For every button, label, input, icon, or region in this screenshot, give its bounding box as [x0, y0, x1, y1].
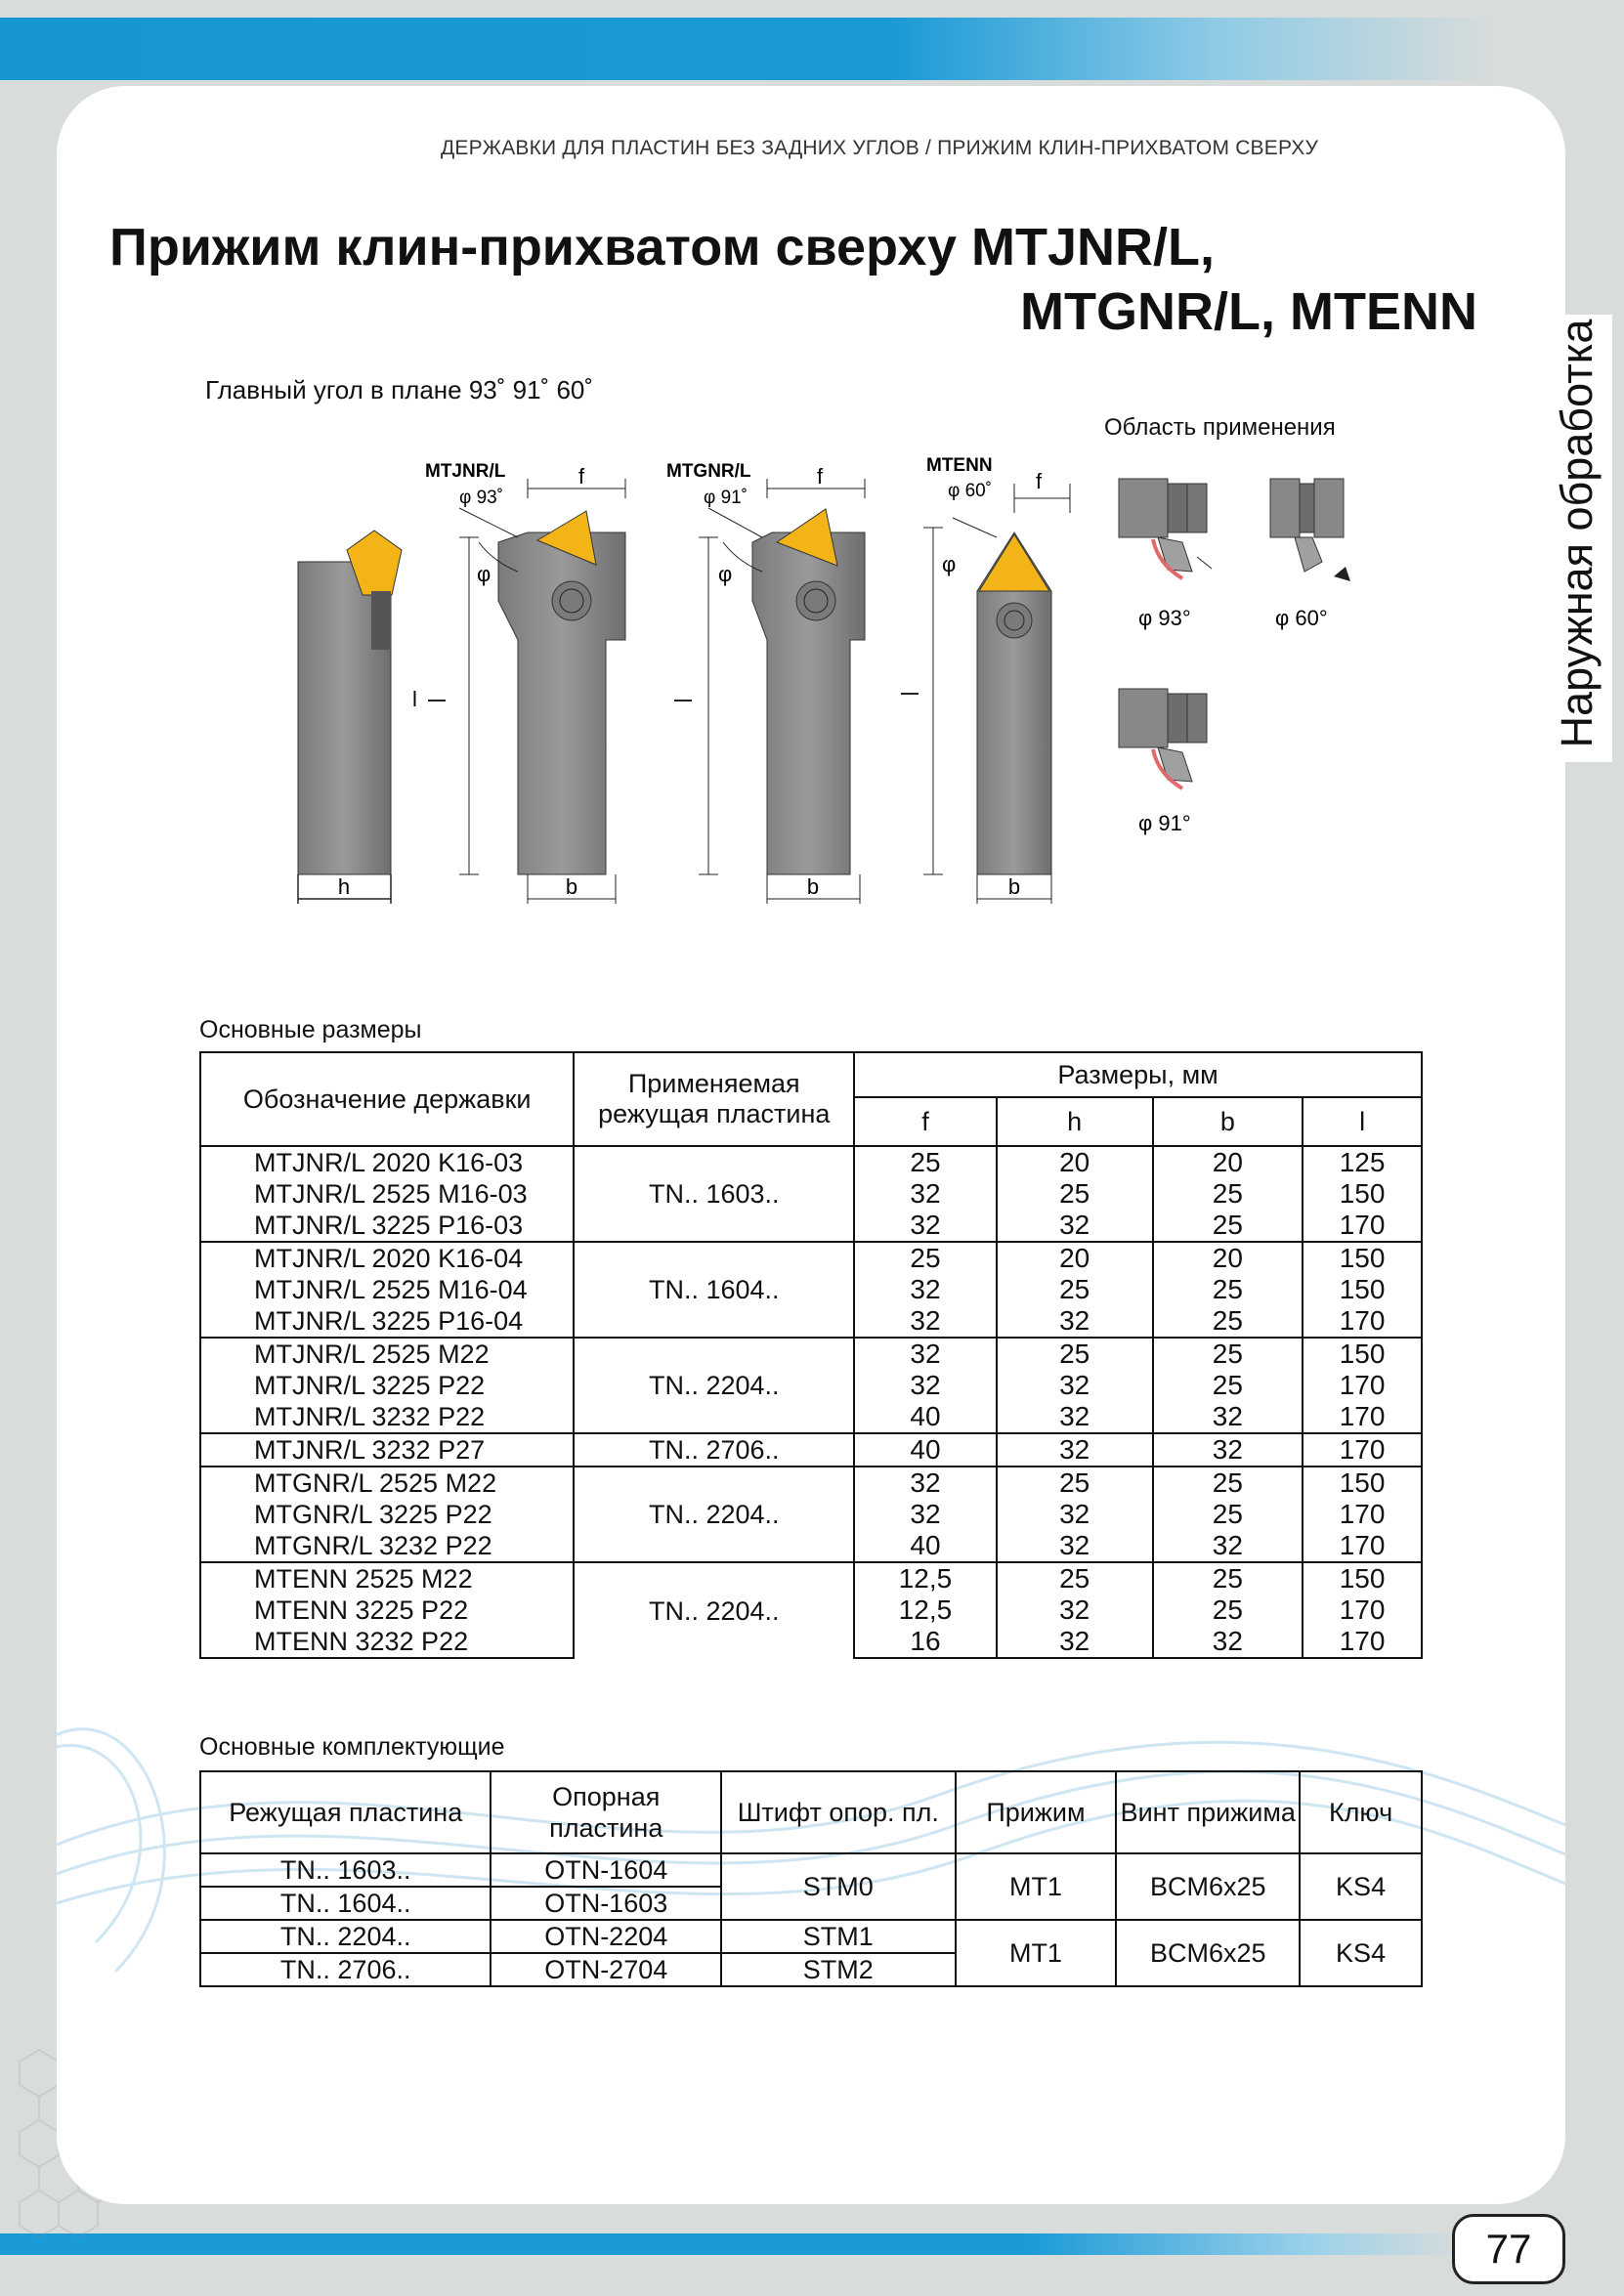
table-cell: TN.. 2706..	[200, 1953, 491, 1986]
tool-mtgnr	[666, 461, 865, 904]
table-cell: 20	[997, 1146, 1153, 1178]
table-cell: 150	[1303, 1242, 1422, 1274]
table-cell: 25	[1153, 1370, 1303, 1401]
table-cell: MTJNR/L 2525 M16-03	[200, 1178, 574, 1210]
tool-name: MTJNR/L	[425, 461, 506, 482]
table-cell: 32	[854, 1338, 997, 1370]
col-clamp: Прижим	[956, 1771, 1117, 1853]
col-l: l	[1303, 1097, 1422, 1146]
table-cell: 150	[1303, 1274, 1422, 1305]
col-b: b	[1153, 1097, 1303, 1146]
table-cell: 170	[1303, 1626, 1422, 1658]
side-tab-label: Наружная обработка	[1552, 319, 1602, 748]
table-cell: 25	[1153, 1499, 1303, 1530]
app-60-label: φ 60°	[1275, 606, 1328, 630]
parts-section-title: Основные комплектующие	[199, 1733, 505, 1761]
col-sizes: Размеры, мм	[854, 1052, 1422, 1097]
table-cell: 32	[997, 1530, 1153, 1562]
table-cell: 150	[1303, 1178, 1422, 1210]
table-cell: 32	[854, 1305, 997, 1338]
table-cell: 32	[997, 1626, 1153, 1658]
table-cell: OTN-2204	[491, 1920, 721, 1953]
breadcrumb: ДЕРЖАВКИ ДЛЯ ПЛАСТИН БЕЗ ЗАДНИХ УГЛОВ / ПРИЖИМ КЛИН-ПРИХВАТОМ СВЕРХУ	[441, 137, 1318, 159]
page-number: 77	[1452, 2214, 1565, 2284]
table-cell: 32	[1153, 1626, 1303, 1658]
dim-l-label: l	[412, 687, 417, 711]
table-row	[200, 1146, 1422, 1178]
tool-name: MTGNR/L	[666, 461, 751, 482]
table-cell: 32	[1153, 1401, 1303, 1433]
table-cell: 25	[1153, 1178, 1303, 1210]
table-cell: 170	[1303, 1370, 1422, 1401]
dim-b-label: b	[565, 874, 578, 899]
table-cell: OTN-1603	[491, 1887, 721, 1920]
tool-angle: φ 60˚	[948, 481, 993, 501]
table-cell: 25	[1153, 1305, 1303, 1338]
table-cell: 25	[997, 1274, 1153, 1305]
table-cell: 150	[1303, 1338, 1422, 1370]
table-cell: 170	[1303, 1594, 1422, 1626]
table-cell: 32	[997, 1370, 1153, 1401]
insert-group-cell: TN.. 2204..	[574, 1467, 854, 1562]
table-cell: 25	[997, 1338, 1153, 1370]
col-pin: Штифт опор. пл.	[721, 1771, 956, 1853]
col-screw: Винт прижима	[1116, 1771, 1300, 1853]
col-key: Ключ	[1300, 1771, 1422, 1853]
side-view	[298, 531, 402, 904]
tool-angle: φ 93˚	[459, 488, 504, 508]
insert-group-cell: TN.. 1604..	[574, 1242, 854, 1338]
top-accent-bar	[0, 18, 1624, 80]
table-cell: 32	[1153, 1433, 1303, 1467]
table-cell: TN.. 1603..	[200, 1853, 491, 1887]
table-cell: STM0	[721, 1853, 956, 1920]
table-row	[200, 1242, 1422, 1274]
table-cell: 32	[997, 1305, 1153, 1338]
table-cell: 32	[854, 1178, 997, 1210]
table-cell: 40	[854, 1433, 997, 1467]
page-title-line2: MTGNR/L, MTENN	[1020, 282, 1477, 341]
table-cell: STM2	[721, 1953, 956, 1986]
table-cell: 32	[997, 1401, 1153, 1433]
table-cell: 32	[997, 1594, 1153, 1626]
phi-label: φ	[477, 562, 491, 586]
col-f: f	[854, 1097, 997, 1146]
table-cell: TN.. 2204..	[200, 1920, 491, 1953]
phi-label: φ	[942, 552, 957, 576]
table-cell: MTJNR/L 3232 P27	[200, 1433, 574, 1467]
table-cell: STM1	[721, 1920, 956, 1953]
table-cell: MTENN 2525 M22	[200, 1562, 574, 1594]
app-91-label: φ 91°	[1138, 811, 1191, 835]
table-cell: MT1	[956, 1853, 1117, 1920]
insert-group-cell: TN.. 2204..	[574, 1562, 854, 1658]
dim-h-label: h	[337, 874, 351, 899]
table-cell: 170	[1303, 1401, 1422, 1433]
insert-group-cell: TN.. 1603..	[574, 1146, 854, 1242]
parts-table	[199, 1770, 1423, 1987]
tool-mtjnr	[412, 461, 625, 904]
app-60	[1270, 479, 1350, 630]
table-cell: BCM6x25	[1116, 1853, 1300, 1920]
table-cell: MTENN 3232 P22	[200, 1626, 574, 1658]
dim-f-label: f	[817, 464, 824, 489]
table-cell: 32	[854, 1467, 997, 1499]
tool-name: MTENN	[926, 455, 993, 476]
table-cell: 32	[997, 1433, 1153, 1467]
table-row	[200, 1562, 1422, 1594]
table-cell: 125	[1303, 1146, 1422, 1178]
table-cell: 170	[1303, 1499, 1422, 1530]
table-cell: 25	[1153, 1274, 1303, 1305]
table-cell: 170	[1303, 1530, 1422, 1562]
angle-caption: Главный угол в плане 93˚ 91˚ 60˚	[205, 375, 594, 404]
table-cell: 20	[997, 1242, 1153, 1274]
dim-b-label: b	[806, 874, 820, 899]
table-cell: 170	[1303, 1305, 1422, 1338]
col-shim: Опорная пластина	[491, 1771, 721, 1853]
col-h: h	[997, 1097, 1153, 1146]
table-cell: 32	[997, 1499, 1153, 1530]
insert-group-cell: TN.. 2706..	[574, 1433, 854, 1467]
table-cell: 32	[1153, 1530, 1303, 1562]
col-insert: Применяемая режущая пластина	[574, 1052, 854, 1146]
application-area-diagram	[1094, 459, 1417, 850]
dim-f-label: f	[1036, 469, 1043, 493]
table-cell: 25	[1153, 1562, 1303, 1594]
table-cell: KS4	[1300, 1920, 1422, 1986]
table-cell: MTJNR/L 2525 M16-04	[200, 1274, 574, 1305]
table-cell: MTGNR/L 3225 P22	[200, 1499, 574, 1530]
insert-group-cell: TN.. 2204..	[574, 1338, 854, 1433]
table-cell: 170	[1303, 1210, 1422, 1242]
app-91	[1119, 689, 1207, 835]
dims-section-title: Основные размеры	[199, 1016, 422, 1043]
table-cell: MTJNR/L 3225 P16-03	[200, 1210, 574, 1242]
table-cell: 25	[1153, 1338, 1303, 1370]
table-cell: 25	[1153, 1210, 1303, 1242]
app-93-label: φ 93°	[1138, 606, 1191, 630]
table-cell: 25	[1153, 1467, 1303, 1499]
dim-b-label: b	[1007, 874, 1021, 899]
page-title-line1: Прижим клин-прихватом сверху MTJNR/L,	[109, 218, 1216, 276]
phi-label: φ	[718, 562, 733, 586]
table-row	[200, 1433, 1422, 1467]
table-row	[200, 1338, 1422, 1370]
table-cell: 32	[854, 1370, 997, 1401]
table-cell: OTN-2704	[491, 1953, 721, 1986]
table-cell: 150	[1303, 1467, 1422, 1499]
table-cell: 25	[997, 1562, 1153, 1594]
table-cell: 40	[854, 1530, 997, 1562]
dim-f-label: f	[578, 464, 585, 489]
table-cell: 25	[854, 1242, 997, 1274]
table-cell: MTJNR/L 3225 P22	[200, 1370, 574, 1401]
table-cell: 32	[997, 1210, 1153, 1242]
table-cell: 25	[997, 1467, 1153, 1499]
application-title: Область применения	[1104, 414, 1336, 441]
table-cell: MTGNR/L 2525 M22	[200, 1467, 574, 1499]
table-cell: 20	[1153, 1242, 1303, 1274]
table-cell: MTJNR/L 2020 K16-04	[200, 1242, 574, 1274]
table-cell: 150	[1303, 1562, 1422, 1594]
tool-mtenn	[923, 455, 1070, 904]
col-holder: Обозначение державки	[200, 1052, 574, 1146]
table-cell: MT1	[956, 1920, 1117, 1986]
tool-angle: φ 91˚	[704, 488, 748, 508]
tool-holder-diagram	[274, 445, 1085, 933]
table-cell: 32	[854, 1499, 997, 1530]
table-cell: MTJNR/L 3225 P16-04	[200, 1305, 574, 1338]
app-93	[1119, 479, 1212, 630]
table-row	[200, 1467, 1422, 1499]
col-insert: Режущая пластина	[200, 1771, 491, 1853]
table-cell: 32	[854, 1274, 997, 1305]
table-cell: 20	[1153, 1146, 1303, 1178]
table-cell: 170	[1303, 1433, 1422, 1467]
table-cell: 12,5	[854, 1594, 997, 1626]
table-cell: 32	[854, 1210, 997, 1242]
table-cell: MTENN 3225 P22	[200, 1594, 574, 1626]
table-cell: MTJNR/L 2020 K16-03	[200, 1146, 574, 1178]
table-cell: OTN-1604	[491, 1853, 721, 1887]
table-cell: KS4	[1300, 1853, 1422, 1920]
table-cell: MTJNR/L 3232 P22	[200, 1401, 574, 1433]
table-cell: 40	[854, 1401, 997, 1433]
table-cell: MTJNR/L 2525 M22	[200, 1338, 574, 1370]
table-cell: 16	[854, 1626, 997, 1658]
table-cell: 12,5	[854, 1562, 997, 1594]
table-cell: BCM6x25	[1116, 1920, 1300, 1986]
dims-table	[199, 1051, 1423, 1659]
table-cell: 25	[854, 1146, 997, 1178]
table-cell: 25	[997, 1178, 1153, 1210]
table-cell: MTGNR/L 3232 P22	[200, 1530, 574, 1562]
table-cell: TN.. 1604..	[200, 1887, 491, 1920]
table-cell: 25	[1153, 1594, 1303, 1626]
